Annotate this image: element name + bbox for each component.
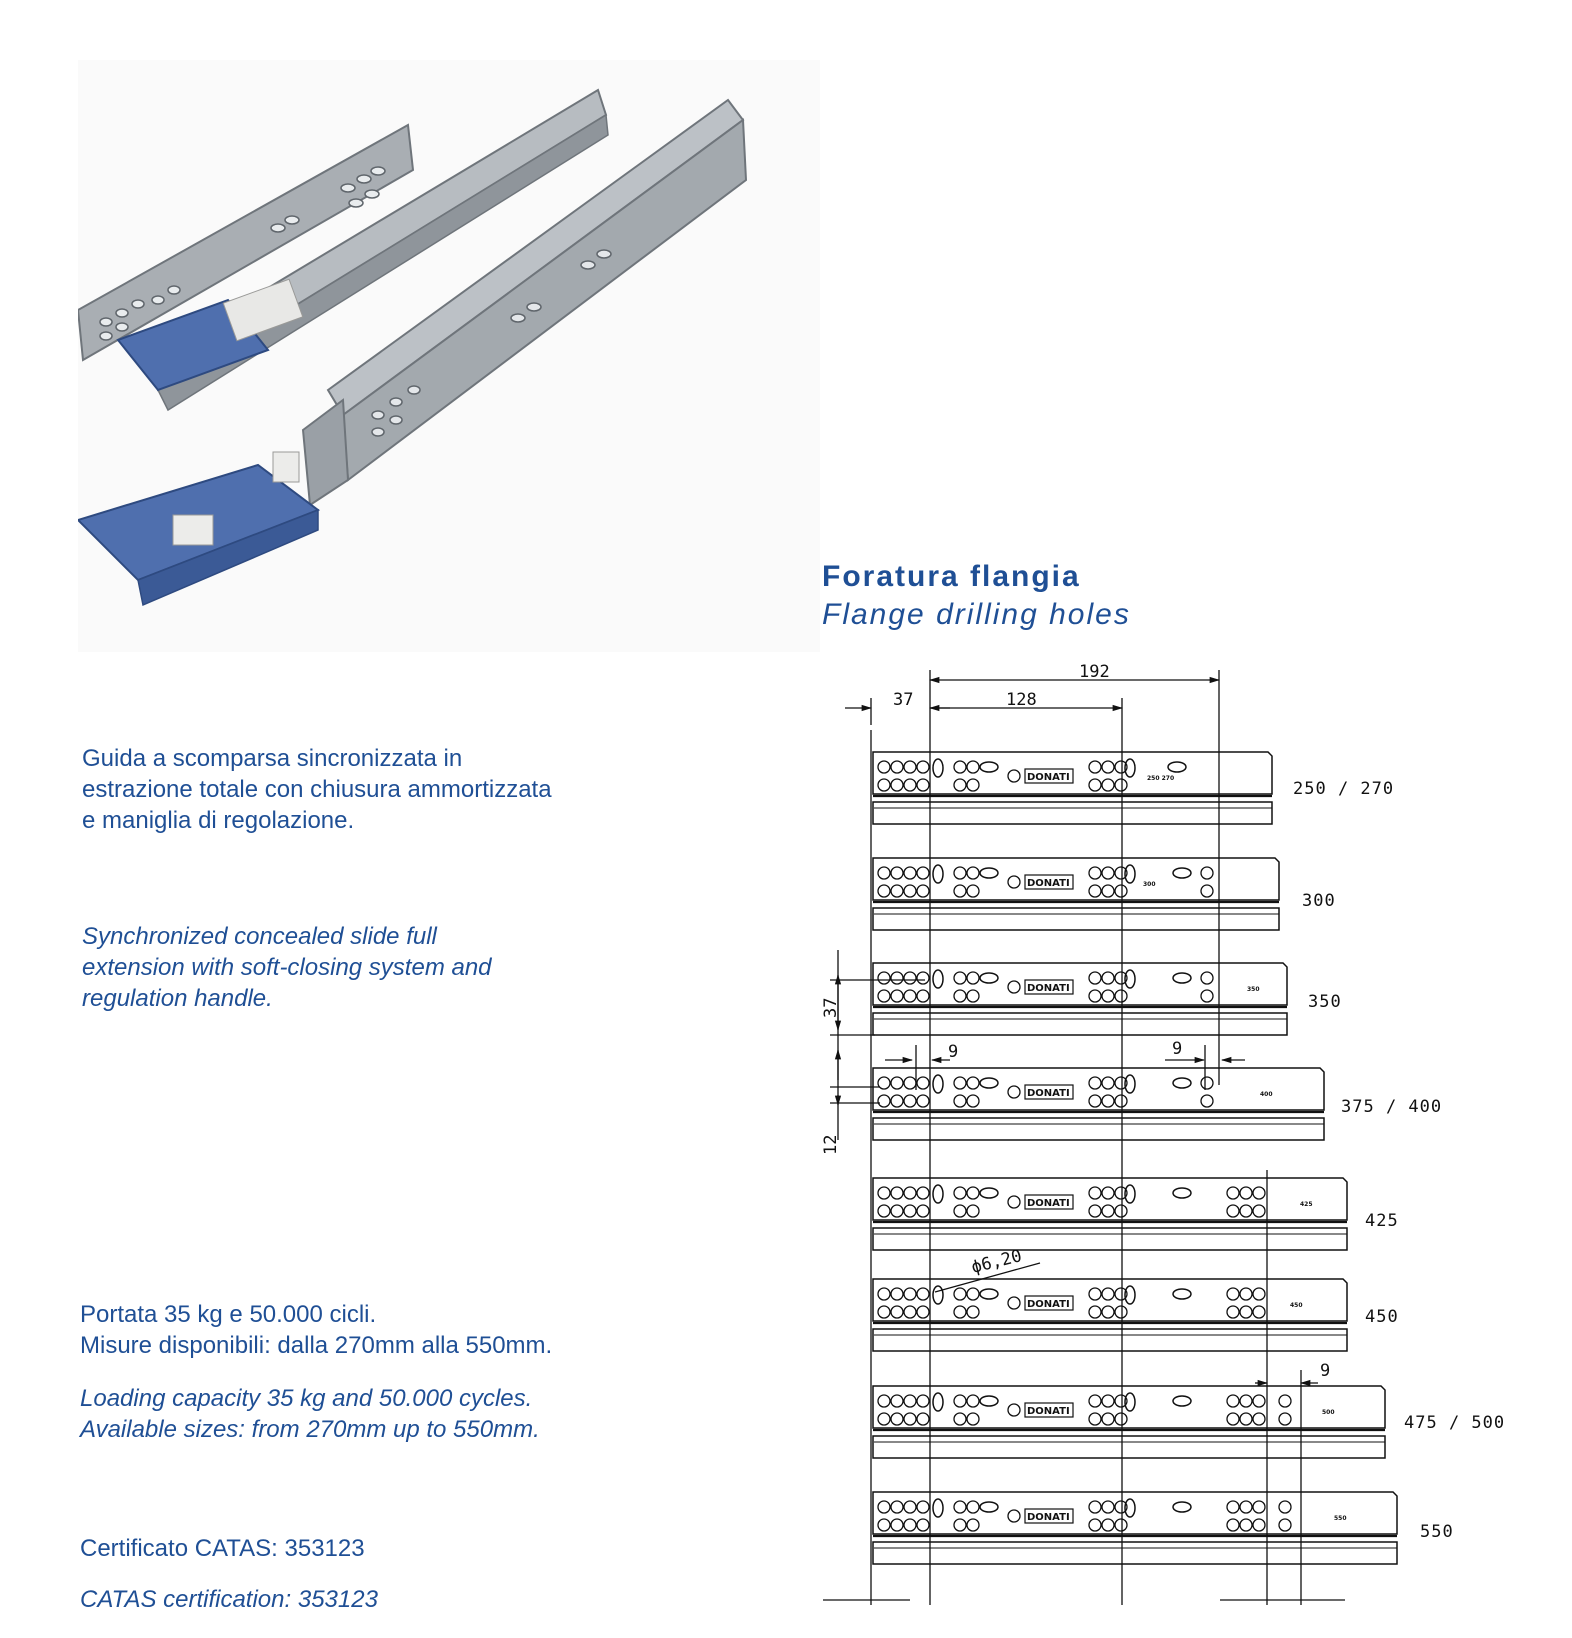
drawing-title-italian: Foratura flangia bbox=[822, 560, 1081, 593]
rail-1 bbox=[873, 752, 1394, 824]
specs-en-line: Available sizes: from 270mm up to 550mm. bbox=[80, 1416, 540, 1443]
specs-en-line: Loading capacity 35 kg and 50.000 cycles. bbox=[80, 1385, 533, 1412]
description-it-line: Guida a scomparsa sincronizzata in bbox=[82, 745, 463, 772]
dimension-37-top: 37 bbox=[893, 690, 914, 710]
certification-italian: Certificato CATAS: 353123 bbox=[80, 1535, 365, 1562]
description-en-line: extension with soft-closing system and bbox=[82, 954, 492, 981]
brand-logo: DONATI bbox=[1027, 1088, 1070, 1099]
drawing-title-english: Flange drilling holes bbox=[822, 598, 1131, 631]
description-en-line: Synchronized concealed slide full bbox=[82, 923, 437, 950]
rail-size-label: 550 bbox=[1420, 1522, 1454, 1542]
rail-size-stamp: 450 bbox=[1290, 1302, 1303, 1309]
rail-size-label: 475 / 500 bbox=[1404, 1413, 1506, 1433]
brand-logo: DONATI bbox=[1027, 1406, 1070, 1417]
rail-3 bbox=[873, 963, 1342, 1035]
rail-4 bbox=[873, 1068, 1442, 1140]
rail-7 bbox=[873, 1386, 1505, 1458]
brand-logo: DONATI bbox=[1027, 983, 1070, 994]
brand-logo: DONATI bbox=[1027, 878, 1070, 889]
rail-drawings bbox=[873, 752, 1505, 1564]
rail-size-label: 425 bbox=[1365, 1211, 1399, 1231]
dimension-192: 192 bbox=[1079, 662, 1110, 682]
rail-size-stamp: 250 270 bbox=[1147, 775, 1175, 782]
dimension-9-left: 9 bbox=[948, 1042, 959, 1062]
brand-logo: DONATI bbox=[1027, 1198, 1070, 1209]
dimension-9-lower: 9 bbox=[1320, 1361, 1331, 1381]
rail-size-stamp: 500 bbox=[1322, 1409, 1335, 1416]
dimension-9-right: 9 bbox=[1172, 1039, 1183, 1059]
dimension-128: 128 bbox=[1006, 690, 1037, 710]
brand-logo: DONATI bbox=[1027, 772, 1070, 783]
rail-size-stamp: 550 bbox=[1334, 1515, 1347, 1522]
certification-english: CATAS certification: 353123 bbox=[80, 1586, 378, 1613]
dimension-hole-diameter: ϕ6,20 bbox=[969, 1246, 1024, 1278]
brand-logo: DONATI bbox=[1027, 1512, 1070, 1523]
rail-size-stamp: 400 bbox=[1260, 1091, 1273, 1098]
rail-size-stamp: 350 bbox=[1247, 986, 1260, 993]
rail-size-label: 350 bbox=[1308, 992, 1342, 1012]
specs-it-line: Portata 35 kg e 50.000 cicli. bbox=[80, 1301, 377, 1328]
specs-it-line: Misure disponibili: dalla 270mm alla 550mm. bbox=[80, 1332, 553, 1359]
description-en-line: regulation handle. bbox=[82, 985, 273, 1012]
rail-size-label: 300 bbox=[1302, 891, 1336, 911]
rail-8 bbox=[873, 1492, 1454, 1564]
rail-size-stamp: 425 bbox=[1300, 1201, 1313, 1208]
rail-size-label: 375 / 400 bbox=[1341, 1097, 1443, 1117]
rail-5 bbox=[873, 1178, 1399, 1250]
rail-size-label: 450 bbox=[1365, 1307, 1399, 1327]
dimension-12: 12 bbox=[821, 1134, 841, 1155]
rail-size-label: 250 / 270 bbox=[1293, 779, 1395, 799]
dimension-37-side: 37 bbox=[821, 997, 841, 1018]
rail-size-stamp: 300 bbox=[1143, 881, 1156, 888]
description-it-line: estrazione totale con chiusura ammortizzata bbox=[82, 776, 552, 803]
description-it-line: e maniglia di regolazione. bbox=[82, 807, 355, 834]
rail-6 bbox=[873, 1279, 1399, 1351]
brand-logo: DONATI bbox=[1027, 1299, 1070, 1310]
rail-2 bbox=[873, 858, 1336, 930]
